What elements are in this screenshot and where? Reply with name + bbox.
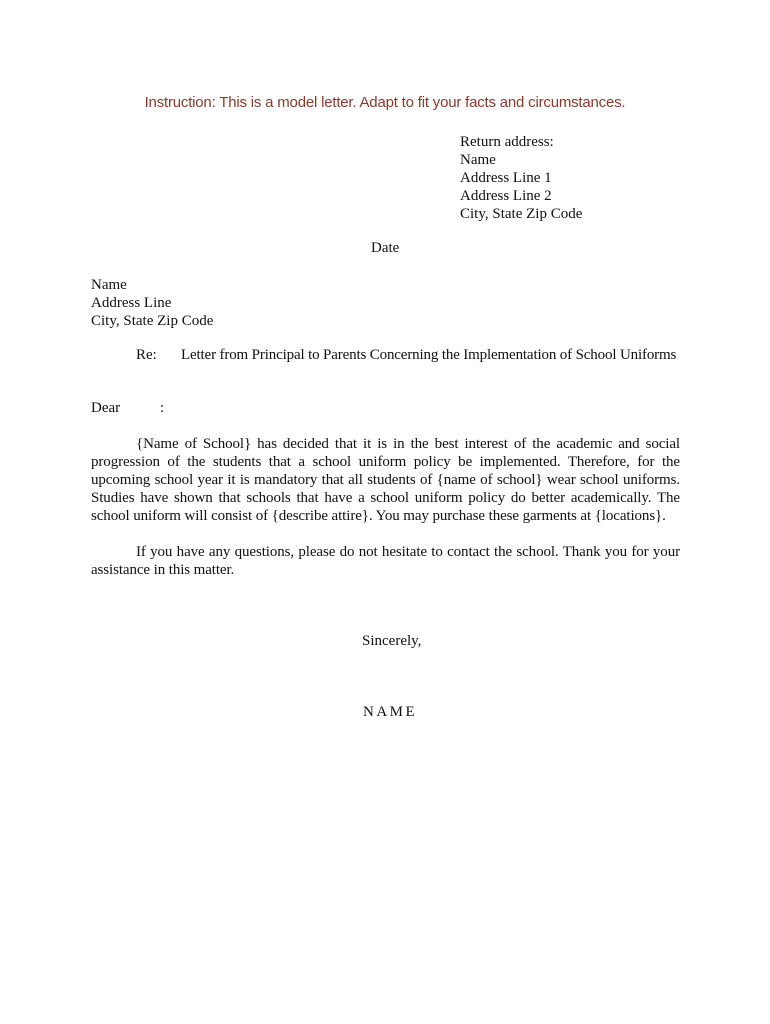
return-address-block [460,133,582,223]
body-paragraph-1: {Name of School} has decided that it is in the best interest of the academic and social progression of the students that a school uniform policy be implemented. Therefore, for the upcoming school year it is mandatory that all students of {name of school} wear school uniforms. Studies have shown that schools that have a school uniform policy do better academically. The school uniform will consist of {describe attire}. You may purchase these garments at {locations}. [91,436,680,524]
recipient-name: Name [91,277,127,293]
letter-date: Date [371,240,400,256]
recipient-address-block [91,276,213,330]
subject-line: Letter from Principal to Parents Concerning the Implementation of School Uniforms [181,347,677,363]
instruction-note: Instruction: This is a model letter. Adapt to fit your facts and circumstances. [144,94,626,111]
return-address-line-1: Address Line 1 [460,170,552,186]
return-address-name: Name [460,152,496,168]
recipient-address-line: Address Line [91,295,172,311]
body-paragraph-2: If you have any questions, please do not hesitate to contact the school. Thank you for your assistance in this matter. [91,544,680,578]
closing: Sincerely, [362,633,422,649]
salutation-colon: : [160,400,165,416]
return-address-city-state-zip: City, State Zip Code [460,206,583,222]
return-address-heading: Return address: [460,134,554,150]
subject-label: Re: [136,347,157,363]
recipient-city-state-zip: City, State Zip Code [91,313,214,329]
salutation: Dear [91,400,121,416]
signature-name: NAME [363,704,418,720]
return-address-line-2: Address Line 2 [460,188,552,204]
